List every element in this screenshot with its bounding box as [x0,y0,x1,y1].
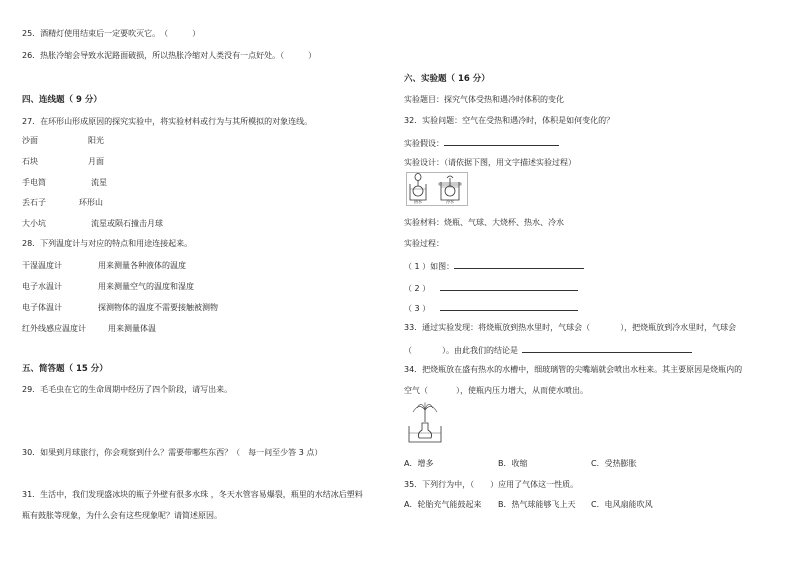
question-25: 25．酒精灯使用结束后一定要吹灭它。 （ ） [22,29,201,38]
question-33-line-2 [404,344,692,356]
flask-cold-icon [439,176,461,200]
question-35: 35．下列行为中，（ ）应用了气体这一性质。 [404,480,579,489]
q33-text-b: ），把烧瓶放到冷水里时，气球会 [620,323,737,332]
q35-option-c[interactable]: C．电风扇能吹风 [591,500,653,509]
fountain-flask-icon [405,400,445,448]
step-3-blank[interactable] [440,302,578,311]
match28-left-3: 电子体温计 [22,303,62,312]
figure-label-cold: 冷水 [446,199,454,204]
question-29: 29．毛毛虫在它的生命周期中经历了四个阶段，请写出来。 [22,385,233,394]
flask-hot-icon [410,174,426,201]
section-6-heading: 六、实验题（ 16 分） [404,74,490,84]
step-1-label: （ 1 ）如图： [404,262,455,271]
question-30: 30．如果到月球旅行，你会观察到什么？需要带哪些东西？（ 每一问至少答 3 点） [22,448,323,457]
match28-left-1: 干湿温度计 [22,261,62,270]
question-31-line-2: 瓶有鼓胀等现象，为什么会有这些现象呢？请简述原因。 [22,511,222,520]
section-5-heading: 五、简答题（ 15 分） [22,364,108,374]
match27-right-3: 流星 [91,178,107,187]
hypothesis-blank[interactable] [444,137,559,146]
q34-option-a[interactable]: A．增多 [404,459,434,468]
q34-option-c[interactable]: C．受热膨胀 [591,459,637,468]
q33-text-d: ）。由此我们的结论是 [442,346,518,355]
fountain-figure [405,400,445,448]
section-4-heading: 四、连线题（ 9 分） [22,95,102,105]
question-28: 28．下列温度计与对应的特点和用途连接起来。 [22,239,193,248]
experiment-materials: 实验材料：烧瓶、气球、大烧杯、热水、冷水 [404,218,564,227]
question-34-line-1: 34．把烧瓶放在盛有热水的水槽中，细玻璃管的尖嘴端就会喷出水柱来。其主要原因是烧瓶内的 [404,365,743,374]
question-26: 26．热胀冷缩会导致水泥路面破损，所以热胀冷缩对人类没有一点好处。（ ） [22,51,317,60]
step-2-blank[interactable] [440,282,578,291]
q33-text-c: （ [404,346,412,355]
question-33-line-1 [404,323,736,333]
match27-right-2: 月面 [88,157,104,166]
experiment-design: 实验设计：（请依据下图，用文字描述实验过程） [404,158,576,167]
match27-left-1: 沙面 [22,136,38,145]
experiment-hypothesis [404,137,559,149]
experiment-process: 实验过程： [404,239,444,248]
match27-left-4: 丢石子 [22,198,46,207]
q34-text-b: ），使瓶内压力增大，从而使水喷出。 [456,386,588,395]
match27-left-2: 石块 [22,157,38,166]
match28-right-2: 用来测量空气的温度和湿度 [98,282,194,291]
question-31-line-1: 31．生活中，我们发现盛冰块的瓶子外壁有很多水珠 ，冬天水管容易爆裂，瓶里的水结冰后塑料 [22,490,363,499]
match28-right-3: 探测物体的温度不需要接触被测物 [98,303,218,312]
process-step-2 [404,282,578,294]
match28-left-2: 电子水温计 [22,282,62,291]
q33-conclusion-blank[interactable] [522,344,692,353]
match28-left-4: 红外线感应温度计 [22,324,86,333]
match27-right-4: 环形山 [79,198,103,207]
match28-right-1: 用来测量各种液体的温度 [98,261,186,270]
figure-label-hot: 热水 [414,199,422,204]
q35-option-a[interactable]: A．轮胎充气能鼓起来 [404,500,482,509]
question-34-line-2 [404,386,588,396]
process-step-1 [404,260,584,272]
step-3-label: （ 3 ） [404,304,431,313]
match27-left-5: 大小坑 [22,219,46,228]
experiment-topic: 实验题目：探究气体受热和遇冷时体积的变化 [404,95,564,104]
step-1-blank[interactable] [454,260,584,269]
match27-right-1: 阳光 [88,136,104,145]
step-2-label: （ 2 ） [404,284,431,293]
experiment-figure [406,172,468,206]
hypothesis-label: 实验假设： [404,139,444,148]
match27-right-5: 流星或陨石撞击月球 [91,219,163,228]
question-32: 32．实验问题：空气在受热和遇冷时，体积是如何变化的？ [404,116,615,125]
q35-option-b[interactable]: B．热气球能够飞上天 [498,500,576,509]
q33-text-a: 33．通过实验发现：将烧瓶放到热水里时，气球会（ [404,323,591,332]
process-step-3 [404,302,578,314]
q34-text-a: 空气（ [404,386,428,395]
match27-left-3: 手电筒 [22,178,46,187]
question-27: 27．在环形山形成原因的探究实验中，将实验材料或行为与其所模拟的对象连线。 [22,117,313,126]
q34-option-b[interactable]: B．收缩 [498,459,528,468]
match28-right-4: 用来测量体温 [108,324,156,333]
